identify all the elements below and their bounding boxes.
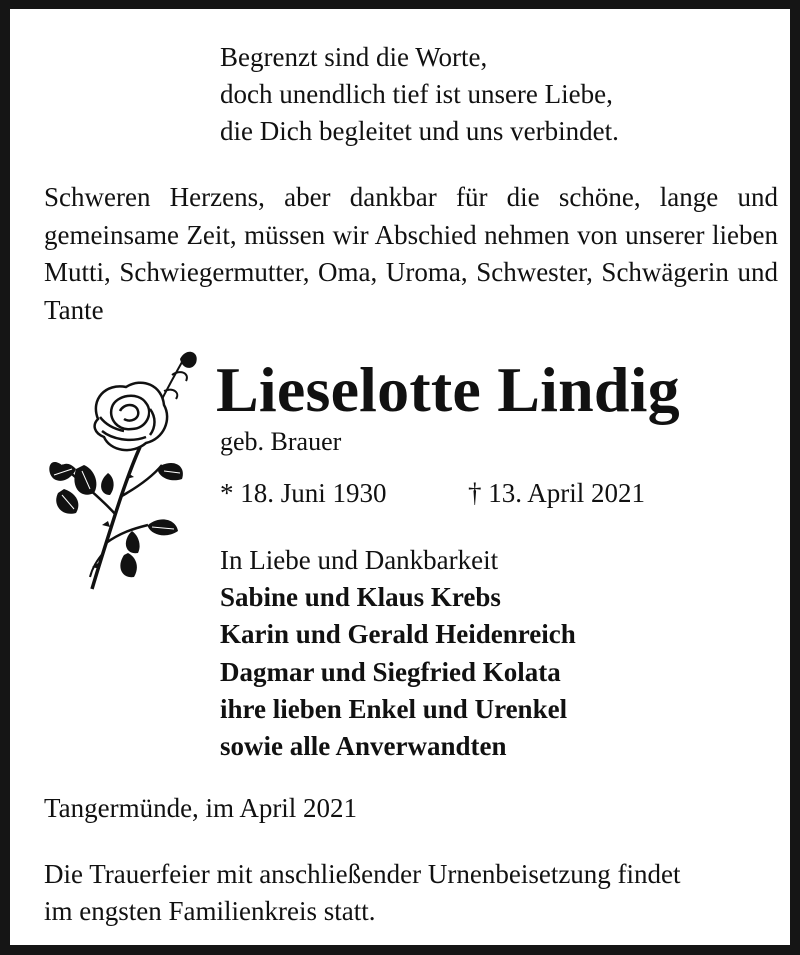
maiden-name: geb. Brauer — [220, 427, 342, 456]
poem-line: Begrenzt sind die Worte, — [220, 42, 488, 72]
mourner-name: Karin und Gerald Heidenreich — [220, 619, 576, 650]
service-line: Die Trauerfeier mit anschließender Urnenbeisetzung findet — [44, 859, 681, 889]
poem — [220, 39, 619, 150]
mourner-name: Dagmar und Siegfried Kolata — [220, 656, 561, 687]
mourners-block — [220, 542, 576, 765]
mourner-name: ihre lieben Enkel und Urenkel — [220, 693, 568, 724]
poem-line: die Dich begleitet und uns verbindet. — [220, 116, 619, 146]
place-date: Tangermünde, im April 2021 — [44, 793, 358, 823]
service-note — [44, 856, 681, 930]
service-line: im engsten Familienkreis statt. — [44, 896, 376, 926]
mourner-name: Sabine und Klaus Krebs — [220, 582, 501, 613]
rose-icon — [40, 347, 212, 595]
poem-line: doch unendlich tief ist unsere Liebe, — [220, 79, 613, 109]
mourners-intro: In Liebe und Dankbarkeit — [220, 545, 499, 575]
deceased-name: Lieselotte Lindig — [216, 354, 680, 425]
intro-text: Schweren Herzens, aber dankbar für die schöne, lange und gemeinsame Zeit, müssen wir Abschied nehmen von unserer lieben Mutti, Schwiegermutter, Oma, Uroma, Schwester, Schwägerin und Tante — [44, 182, 778, 325]
mourner-name: sowie alle Anverwandten — [220, 731, 507, 762]
birth-date: * 18. Juni 1930 — [220, 478, 387, 508]
death-date: † 13. April 2021 — [468, 478, 646, 508]
